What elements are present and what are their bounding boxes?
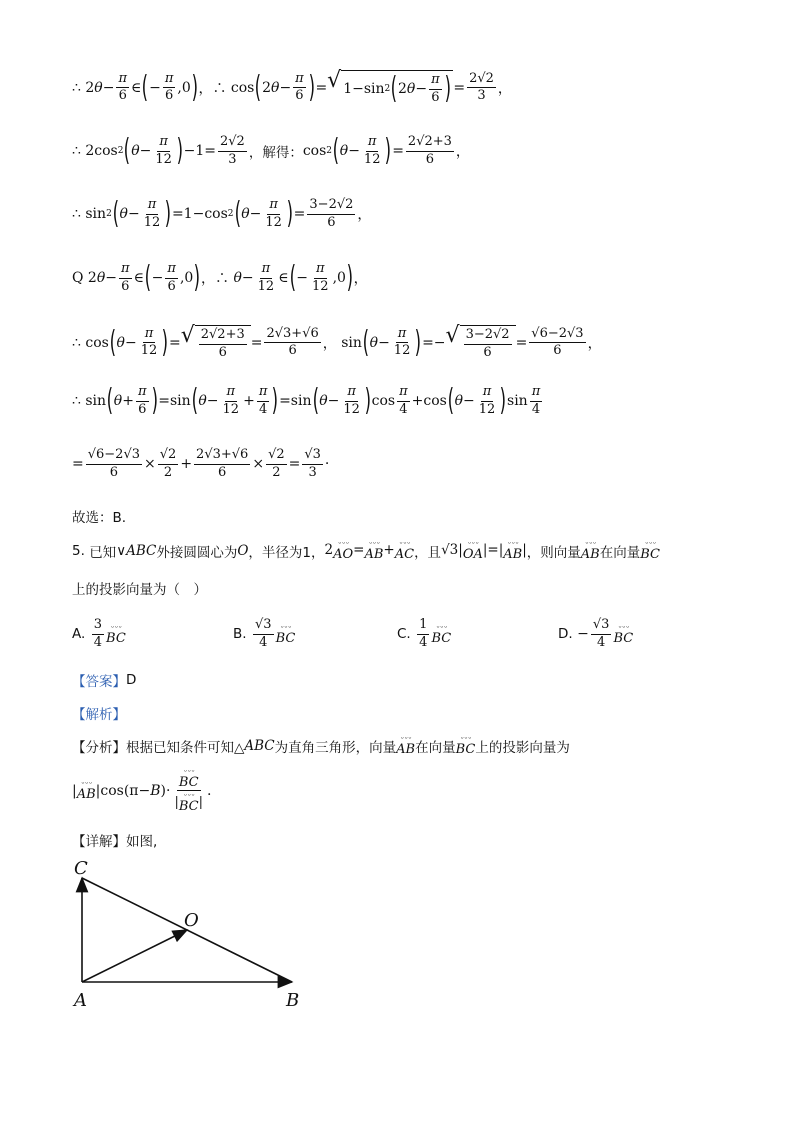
solution-line-7: = $\frac{√6-2√3}{6}$ × $\frac{√2}{2}$ + $\frac{2√3+√6}{6}$ × $\frac{√2}{2}$ = $\frac{√3}{3}$ · bbox=[72, 447, 330, 480]
answer-value: D bbox=[126, 672, 137, 688]
label-b: B bbox=[286, 990, 300, 1011]
question-5-line-2: 上的投影向量为（ ） bbox=[72, 582, 207, 598]
option-b[interactable]: B. $\frac{√3}{4}$ ᵕᵕᵕ BC bbox=[233, 617, 296, 650]
triangle-diagram bbox=[60, 850, 320, 1020]
xiangjie-line: 【详解】 如图, bbox=[72, 834, 158, 850]
fenxi-line-1: 【分析】 根据已知条件可知△ ABC 为直角三角形，向量 ᵕᵕᵕ AB 在向量 ᵕᵕᵕ BC 上的投影向量为 bbox=[72, 734, 570, 757]
solution-line-1: ∴ 2 θ − $\frac{\pi}{6}$ ∈ ( − $\frac{\pi}{6}$ ,0 ) ，∴ cos ( 2 θ − $\frac{\pi}{6}$ ) = √ 1−sin 2 ( 2 θ − $\frac{\pi}{6}$ ) = $\frac{2√2}{3}$ ， bbox=[72, 68, 512, 107]
choice-conclusion: 故选：B. bbox=[72, 510, 127, 526]
solution-line-2: ∴ 2cos 2 ( θ − $\frac{\pi}{12}$ ) −1= $\frac{2√2}{3}$ ，解得： cos 2 ( θ − $\frac{\pi}{12}$ ) = $\frac{2√2+3}{6}$ ， bbox=[72, 133, 470, 169]
solution-line-3: ∴ sin 2 ( θ − $\frac{\pi}{12}$ ) =1−cos 2 ( θ − $\frac{\pi}{12}$ ) = $\frac{3-2√2}{6}$ ， bbox=[72, 196, 372, 232]
answer-line bbox=[72, 670, 136, 690]
vector-ao bbox=[82, 930, 187, 982]
label-o: O bbox=[184, 910, 199, 931]
option-c[interactable]: C. $\frac{1}{4}$ ᵕᵕᵕ BC bbox=[397, 617, 452, 650]
label-c: C bbox=[74, 858, 88, 879]
solution-line-6: ∴ sin ( θ + $\frac{\pi}{6}$ ) =sin ( θ − $\frac{\pi}{12}$ + $\frac{\pi}{4}$ ) =sin ( θ − $\frac{\pi}{12}$ ) cos $\frac{\pi}{4}$ +cos ( θ − $\frac{\pi}{12}$ ) sin $\frac{\pi}{4}$ bbox=[72, 383, 541, 419]
fenxi-formula: | ᵕᵕᵕ AB |cos(π− B )· ᵕᵕᵕ BC | ᵕᵕᵕ BC | . bbox=[72, 767, 212, 814]
analysis-tag: 【解析】 bbox=[72, 707, 126, 723]
answer-tag: 【答案】 bbox=[72, 674, 126, 690]
label-a: A bbox=[74, 990, 87, 1011]
solution-line-4: Q 2 θ − $\frac{\pi}{6}$ ∈ ( − $\frac{\pi}{6}$ ,0 ) ，∴ θ − $\frac{\pi}{12}$ ∈ ( − $\frac{\pi}{12}$ ,0 ) ， bbox=[72, 260, 368, 296]
option-d[interactable]: D. − $\frac{√3}{4}$ ᵕᵕᵕ BC bbox=[558, 617, 634, 650]
option-a[interactable]: A. $\frac{3}{4}$ ᵕᵕᵕ BC bbox=[72, 617, 126, 650]
question-5-line-1: 5. 已知 ∨ ABC 外接圆圆心为 O ，半径为1， 2 ᵕᵕᵕ AO = ᵕᵕᵕ AB + ᵕᵕᵕ AC ，且 √3| ᵕᵕᵕ OA |=| ᵕᵕᵕ AB | ，则向量 ᵕᵕᵕ AB 在向量 ᵕᵕᵕ BC bbox=[72, 539, 660, 562]
solution-line-5: ∴ cos ( θ − $\frac{\pi}{12}$ ) = √ $\frac{2√2+3}{6}$ = $\frac{2√3+√6}{6}$ ， sin ( θ − $\frac{\pi}{12}$ ) =− √ $\frac{3-2√2}{6}$ = $\frac{√6-2√3}{6}$ ， bbox=[72, 323, 602, 360]
